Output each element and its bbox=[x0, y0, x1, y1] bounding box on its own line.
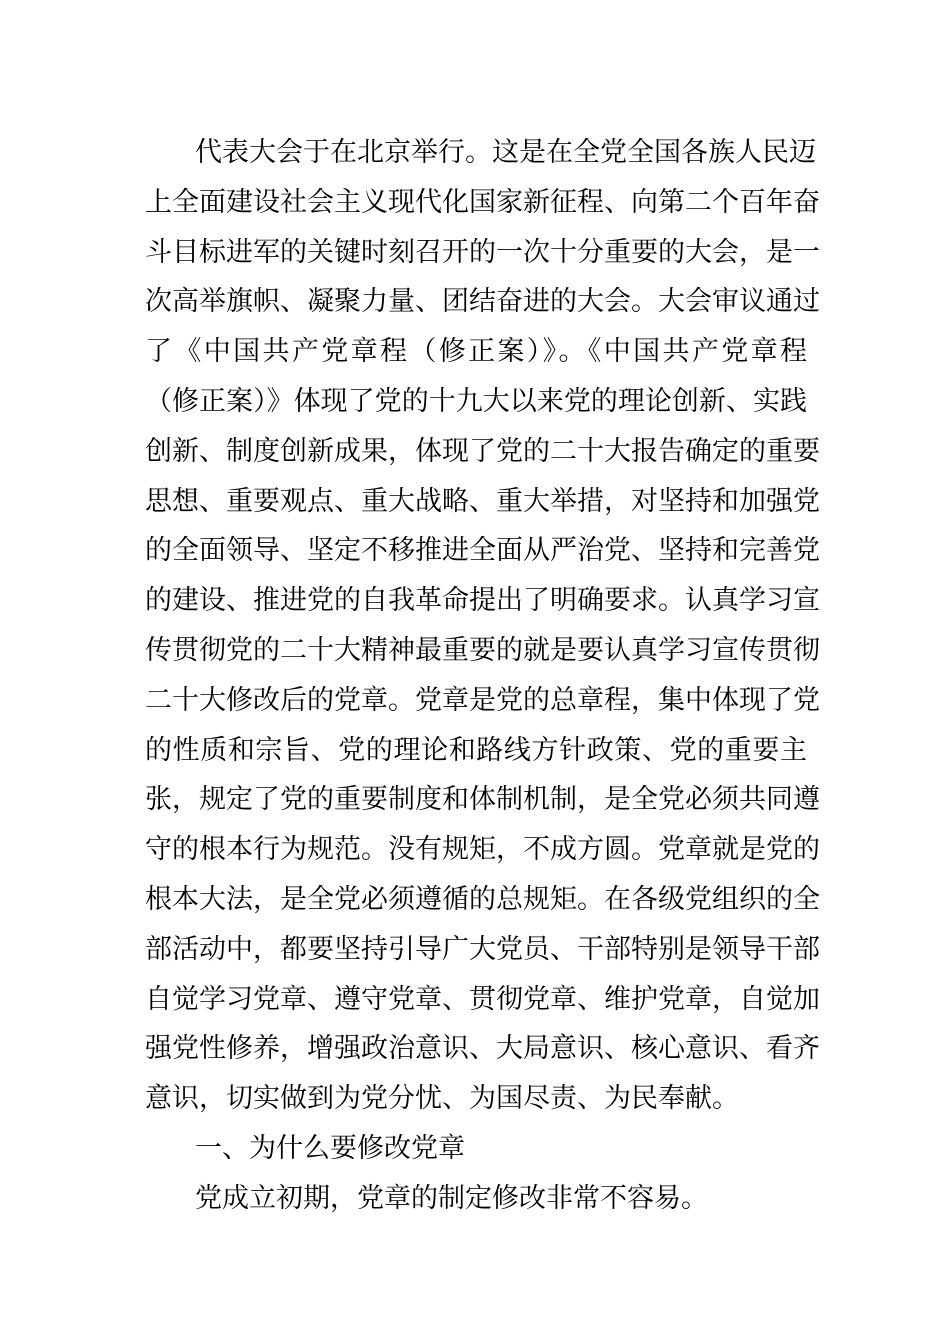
text-line: 根本大法，是全党必须遵循的总规矩。在各级党组织的全 bbox=[145, 883, 820, 915]
text-line: 的全面领导、坚定不移推进全面从严治党、坚持和完善党 bbox=[145, 535, 820, 567]
text-line: 的建设、推进党的自我革命提出了明确要求。认真学习宣 bbox=[145, 585, 820, 617]
text-line: 斗目标进军的关键时刻召开的一次十分重要的大会，是一 bbox=[145, 236, 820, 268]
text-line: 张，规定了党的重要制度和体制机制，是全党必须共同遵 bbox=[145, 784, 820, 816]
text-line: 部活动中，都要坚持引导广大党员、干部特别是领导干部 bbox=[145, 933, 820, 965]
paragraph-text: 党成立初期，党章的制定修改非常不容易。 bbox=[195, 1182, 708, 1214]
text-line: （修正案）》体现了党的十九大以来党的理论创新、实践 bbox=[145, 385, 807, 417]
text-line: 自觉学习党章、遵守党章、贯彻党章、维护党章，自觉加 bbox=[145, 983, 820, 1015]
document-page bbox=[145, 128, 820, 1224]
text-line: 二十大修改后的党章。党章是党的总章程，集中体现了党 bbox=[145, 684, 820, 716]
text-line: 次高举旗帜、凝聚力量、团结奋进的大会。大会审议通过 bbox=[145, 286, 820, 318]
text-line: 意识，切实做到为党分忧、为国尽责、为民奉献。 bbox=[145, 1083, 739, 1115]
text-line: 思想、重要观点、重大战略、重大举措，对坚持和加强党 bbox=[145, 485, 820, 517]
text-line: 上全面建设社会主义现代化国家新征程、向第二个百年奋 bbox=[145, 186, 820, 218]
text-line: 创新、制度创新成果，体现了党的二十大报告确定的重要 bbox=[145, 435, 820, 467]
text-line: 强党性修养，增强政治意识、大局意识、核心意识、看齐 bbox=[145, 1033, 820, 1065]
text-line: 守的根本行为规范。没有规矩，不成方圆。党章就是党的 bbox=[145, 834, 820, 866]
text-line: 的性质和宗旨、党的理论和路线方针政策、党的重要主 bbox=[145, 734, 807, 766]
text-line: 代表大会于在北京举行。这是在全党全国各族人民迈 bbox=[195, 137, 816, 168]
paragraph-intro bbox=[145, 128, 820, 1124]
text-line: 传贯彻党的二十大精神最重要的就是要认真学习宣传贯彻 bbox=[145, 634, 820, 666]
section-heading: 一、为什么要修改党章 bbox=[195, 1132, 465, 1164]
text-line: 了《中国共产党章程（修正案）》。《中国共产党章程 bbox=[145, 336, 807, 368]
